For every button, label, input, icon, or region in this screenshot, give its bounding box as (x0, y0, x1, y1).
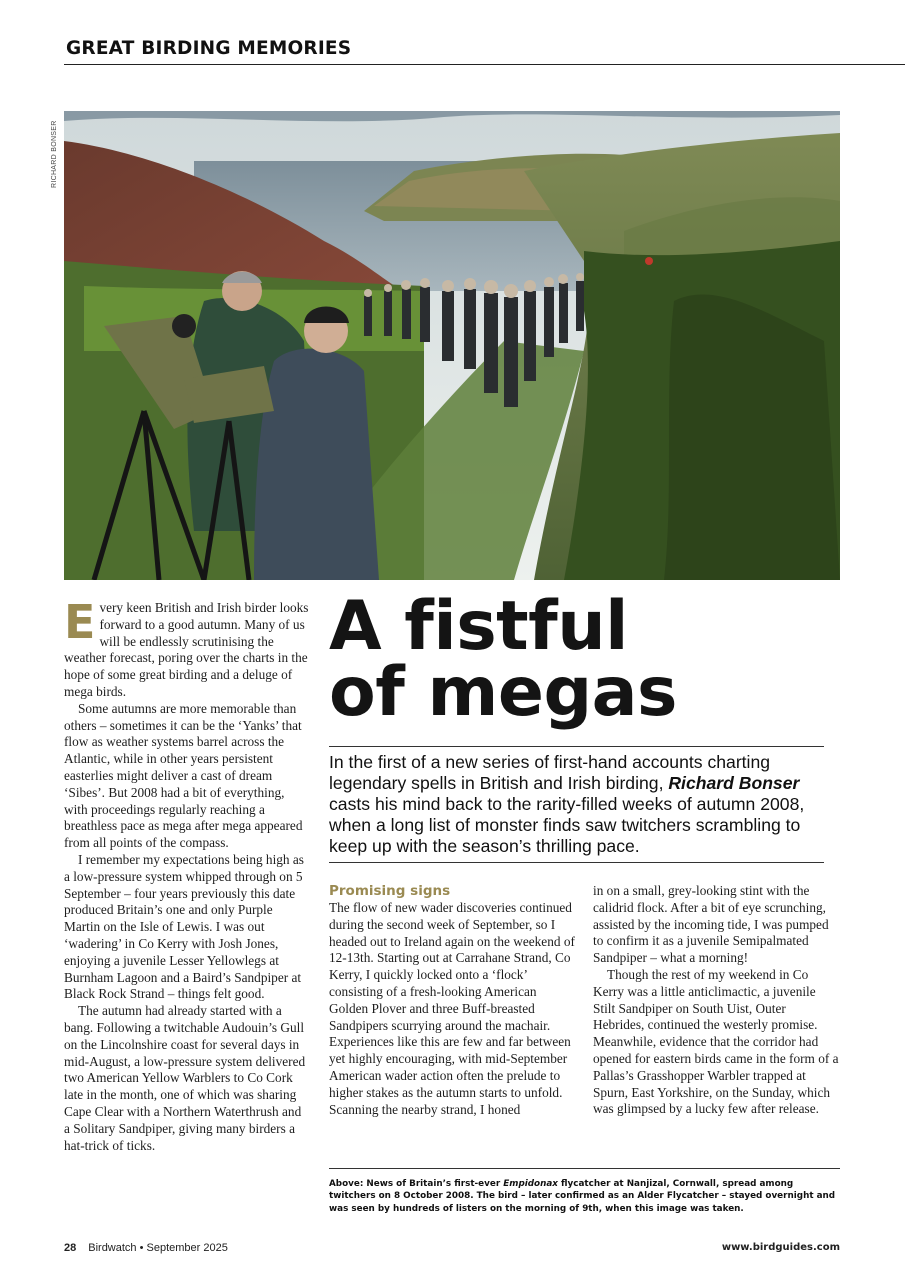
photo-caption: Above: News of Britain’s first-ever Empidonax flycatcher at Nanjizal, Cornwall, spread among twitchers on 8 October 2008. The bird – later confirmed as an Alder Flycatcher – stayed overnight and was seen by hundreds of listers on the morning of 9th, when this image was taken. (329, 1179, 836, 1214)
section-title: GREAT BIRDING MEMORIES (66, 38, 352, 59)
article-title: A fistful of megas (329, 587, 677, 732)
header-rule (64, 64, 905, 65)
article-column-3 (593, 883, 840, 1118)
footer-folio (64, 1242, 228, 1254)
article-paragraph: The autumn had already started with a bang. Following a twitchable Audouin’s Gull on the Lincolnshire coast for several days in mid-August, a low-pressure system delivered two American Yellow Warblers to Co Cork late in the month, one of which was sharing Cape Clear with a Northern Waterthrush and a Solitary Sandpiper, giving many birders a hat-trick of ticks. (64, 1003, 306, 1153)
drop-cap: E (64, 595, 96, 649)
author-name: Richard Bonser (668, 773, 800, 793)
magazine-issue: Birdwatch • September 2025 (88, 1242, 228, 1254)
article-paragraph: I remember my expectations being high as a low-pressure system whipped through on 5 September – four years previously this date produced Britain’s one and only Purple Martin on the Isle of Lewis. I was out ‘wadering’ in Co Kerry with Josh Jones, enjoying a juvenile Lesser Yellowlegs at Burnham Lagoon and a Baird’s Sandpiper at Black Rock Strand – things felt good. (64, 851, 304, 1002)
article-paragraph: Some autumns are more memorable than others – sometimes it can be the ‘Yanks’ that flow as weather systems barrel across the Atlantic, while in other years persistent easterlies might deliver a cast of dream ‘Sibes’. But 2008 had a bit of everything, with proceedings regularly reaching a breathless pace as mega after mega appeared from all points of the compass. (64, 700, 303, 851)
photo-credit: RICHARD BONSER (51, 120, 58, 188)
standfirst-top-rule (329, 746, 824, 747)
subheading: Promising signs (329, 883, 451, 899)
article-column-2 (329, 883, 575, 1118)
article-paragraph: in on a small, grey-looking stint with the calidrid flock. After a bit of eye scrunching, assisted by the incoming tide, I was pumped to confirm it as a juvenile Semipalmated Sandpiper – what a morning! (593, 883, 829, 966)
article-paragraph: Every keen British and Irish birder looks forward to a good autumn. Many of us will be endlessly scrutinising the weather forecast, poring over the charts in the hope of some great birding and a deluge of mega birds. (64, 595, 309, 699)
article-paragraph: Though the rest of my weekend in Co Kerry was a little anticlimactic, a juvenile Stilt Sandpiper on South Uist, Outer Hebrides, continued the westerly promise. Meanwhile, evidence that the corridor had opened for eastern birds came in the form of a Pallas’s Grasshopper Warbler trapped at Spurn, East Yorkshire, on the Sunday, which was glimpsed by a lucky few after release. (593, 966, 839, 1117)
lead-photo (64, 111, 840, 580)
article-paragraph: The flow of new wader discoveries continued during the second week of September, so I headed out to Ireland again on the weekend of 12-13th. Starting out at Carrahane Strand, Co Kerry, I quickly locked onto a ‘flock’ consisting of a fresh-looking American Golden Plover and three Buff-breasted Sandpipers scurrying around the machair. Experiences like this are few and far between yet highly encouraging, with mid-September American wader action often the prelude to higher stakes as the autumn starts to unfold. Scanning the nearby strand, I honed (329, 900, 575, 1117)
standfirst: In the first of a new series of first-hand accounts charting legendary spells in British and Irish birding, Richard Bonser casts his mind back to the rarity-filled weeks of autumn 2008, when a long list of monster finds saw twitchers scrambling to keep up with the season’s thrilling pace. (329, 752, 805, 856)
page-number: 28 (64, 1242, 77, 1254)
article-column-1 (64, 595, 310, 1154)
website-url: www.birdguides.com (721, 1242, 840, 1253)
birders-on-clifftop-photo (64, 111, 840, 580)
caption-rule (329, 1168, 840, 1169)
standfirst-bottom-rule (329, 862, 824, 863)
